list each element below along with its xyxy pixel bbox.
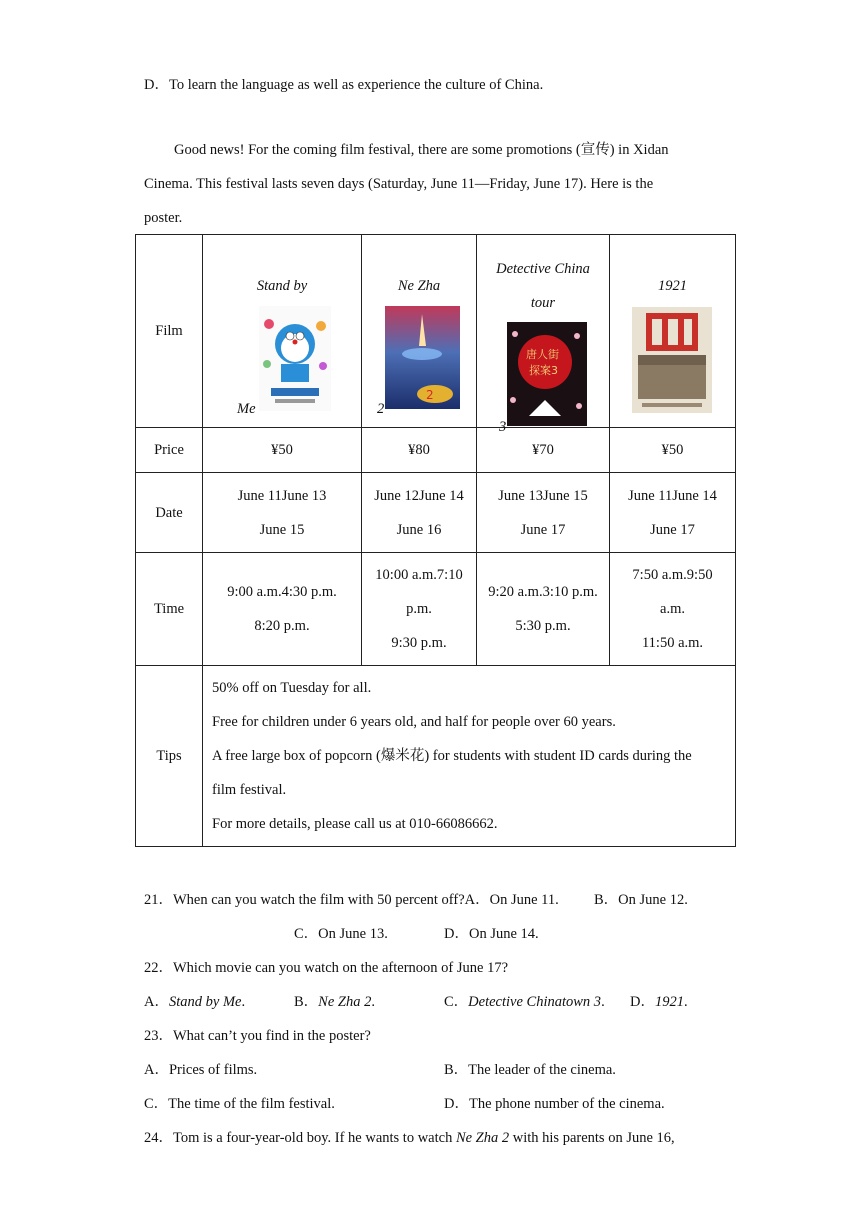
- time-row: [136, 553, 736, 666]
- tips-cell: [203, 666, 736, 847]
- film-cell-detective-chinatown: [477, 235, 610, 435]
- doraemon-poster-icon: [259, 306, 331, 411]
- detective-poster-icon: [507, 322, 587, 426]
- date-cell: June 11June 14 June 17: [610, 473, 736, 553]
- question-22-option-d: D．1921.: [630, 994, 688, 1010]
- film-title-line2: tour: [530, 295, 556, 311]
- film-cell-stand-by-me: [203, 235, 362, 428]
- nezha-poster-icon: [385, 306, 460, 409]
- date-cell: June 12June 14 June 16: [362, 473, 477, 553]
- film-title: Stand by: [256, 278, 308, 294]
- film-poster-table: [135, 234, 736, 847]
- price-row: [136, 428, 736, 473]
- question-23-option-c: C．The time of the film festival.: [144, 1096, 335, 1112]
- question-24-stem: 24．Tom is a four-year-old boy. If he wants to watch Ne Zha 2 with his parents on June 16,: [144, 1130, 675, 1146]
- date-row: [136, 473, 736, 553]
- question-23-option-a: A．Prices of films.: [144, 1062, 258, 1078]
- time-cell: 9:20 a.m.3:10 p.m. 5:30 p.m.: [477, 553, 610, 666]
- film-title-fragment: 2: [377, 401, 385, 417]
- date-cell: June 11June 13 June 15: [203, 473, 362, 553]
- time-cell: 10:00 a.m.7:10 p.m. 9:30 p.m.: [362, 553, 477, 666]
- row-label-film: Film: [136, 235, 203, 428]
- question-21-option-b: B．On June 12.: [594, 892, 688, 908]
- row-label-time: Time: [136, 553, 203, 666]
- film-row: [136, 235, 736, 428]
- tip-line: film festival.: [212, 782, 287, 798]
- question-22-option-b: B．Ne Zha 2.: [294, 994, 375, 1010]
- price-cell: ¥50: [610, 428, 736, 473]
- question-22-option-a: A．Stand by Me.: [144, 994, 246, 1010]
- price-cell: ¥50: [203, 428, 362, 473]
- 1921-poster-icon: [632, 307, 712, 413]
- film-title-fragment: Me: [237, 401, 256, 417]
- row-label-date: Date: [136, 473, 203, 553]
- film-cell-ne-zha: [362, 235, 477, 428]
- row-label-price: Price: [136, 428, 203, 473]
- question-22-stem: 22．Which movie can you watch on the afternoon of June 17?: [144, 960, 509, 976]
- film-title: 1921: [658, 278, 687, 294]
- option-d-previous: D．To learn the language as well as experience the culture of China.: [144, 77, 544, 93]
- film-title: Detective China: [496, 261, 590, 277]
- tip-line: Free for children under 6 years old, and half for people over 60 years.: [212, 714, 616, 730]
- question-23-stem: 23．What can’t you find in the poster?: [144, 1028, 371, 1044]
- passage-intro: Good news! For the coming film festival, there are some promotions (宣传) in Xidan Cinema. This festival lasts seven days (Saturday, June 11—Friday, June 17). Here is the poster.: [144, 142, 669, 226]
- price-cell: ¥70: [477, 428, 610, 473]
- svg-text:2: 2: [426, 388, 434, 402]
- tips-row: [136, 666, 736, 847]
- time-cell: 9:00 a.m.4:30 p.m. 8:20 p.m.: [203, 553, 362, 666]
- tip-line: For more details, please call us at 010-66086662.: [212, 816, 498, 832]
- film-title: Ne Zha: [397, 278, 441, 294]
- question-21-option-c: C．On June 13.: [294, 926, 388, 942]
- film-title-fragment: 3: [499, 419, 507, 435]
- row-label-tips: Tips: [136, 666, 203, 847]
- question-23-option-d: D．The phone number of the cinema.: [444, 1096, 665, 1112]
- svg-text:探案3: 探案3: [529, 364, 558, 377]
- price-cell: ¥80: [362, 428, 477, 473]
- date-cell: June 13June 15 June 17: [477, 473, 610, 553]
- question-21-option-d: D．On June 14.: [444, 926, 539, 942]
- tip-line: 50% off on Tuesday for all.: [212, 680, 372, 696]
- question-21-stem: 21．When can you watch the film with 50 percent off?A．On June 11.: [144, 892, 559, 908]
- tip-line: A free large box of popcorn (爆米花) for students with student ID cards during the: [212, 748, 692, 764]
- time-cell: 7:50 a.m.9:50 a.m. 11:50 a.m.: [610, 553, 736, 666]
- film-cell-1921: [610, 235, 736, 428]
- question-22-option-c: C．Detective Chinatown 3.: [444, 994, 605, 1010]
- svg-text:唐人街: 唐人街: [526, 348, 559, 361]
- question-23-option-b: B．The leader of the cinema.: [444, 1062, 616, 1078]
